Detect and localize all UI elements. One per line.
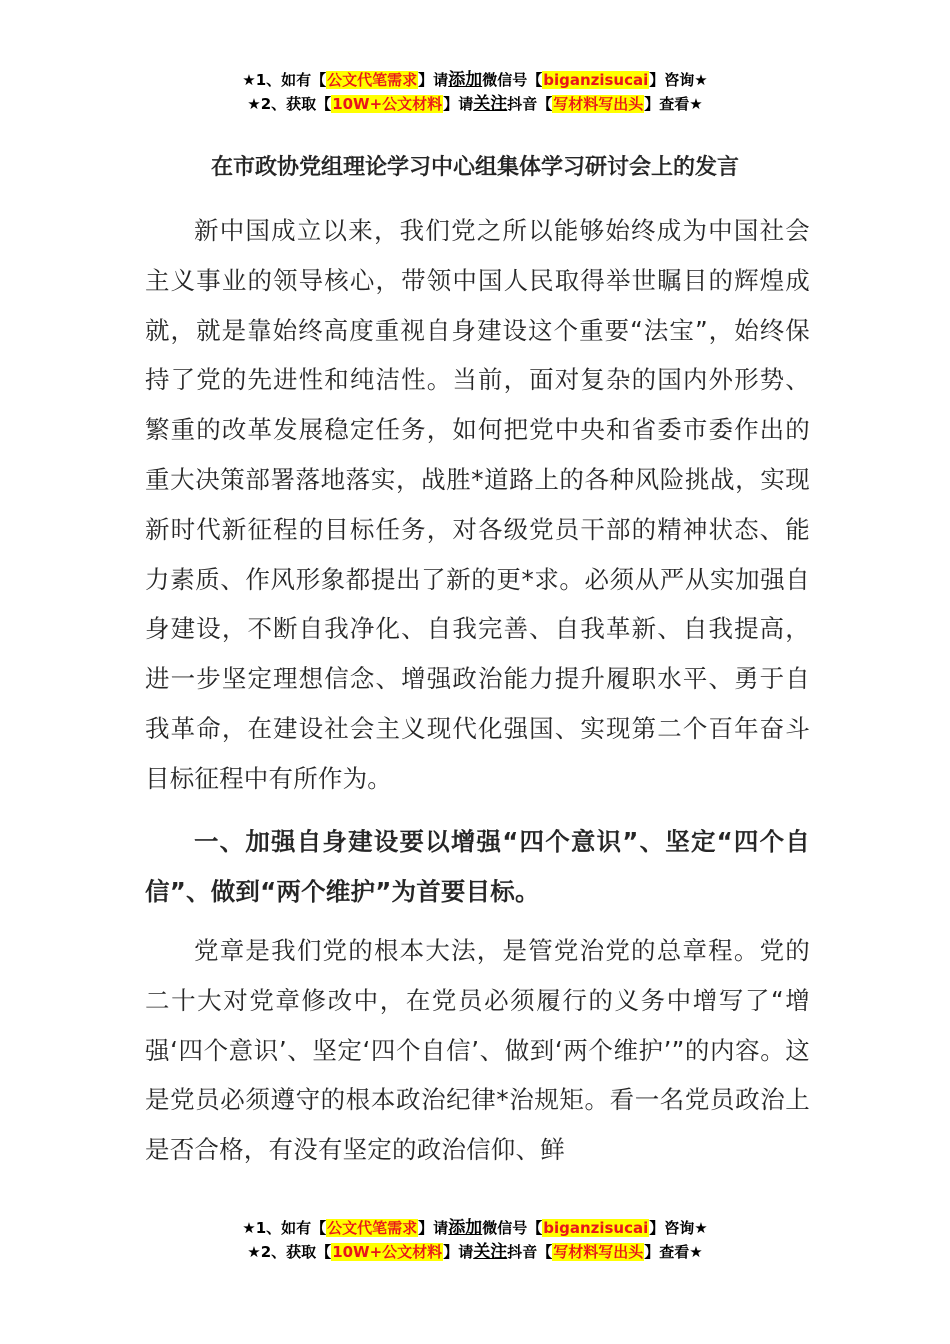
highlight-wechat-id: biganzisucai: [543, 1219, 649, 1237]
highlight-douyin-account: 写材料写出头: [553, 1243, 644, 1261]
highlight-douyin-account: 写材料写出头: [553, 95, 644, 113]
highlight-ghostwriting: 公文代笔需求: [327, 71, 418, 89]
promo-line-1: ★1、如有【公文代笔需求】请添加微信号【biganzisucai】咨询★: [242, 70, 708, 90]
body-paragraph-1: [145, 206, 810, 804]
paragraph-text: 新中国成立以来，我们党之所以能够始终成为中国社会主义事业的领导核心，带领中国人民取得举世瞩目的辉煌成就，就是靠始终高度重视自身建设这个重要“法宝”，始终保持了党的先进性和纯洁性。当前，面对复杂的国内外形势、繁重的改革发展稳定任务，如何把党中央和省委市委作出的重大决策部署落地落实，战胜*道路上的各种风险挑战，实现新时代新征程的目标任务，对各级党员干部的精神状态、能力素质、作风形象都提出了新的更*求。必须从严从实加强自身建设，不断自我净化、自我完善、自我革新、自我提高，进一步坚定理想信念、增强政治能力提升履职水平、勇于自我革命，在建设社会主义现代化强国、实现第二个百年奋斗目标征程中有所作为。: [145, 216, 810, 793]
body-paragraph-2: [145, 926, 810, 1175]
highlight-materials: 10W+公文材料: [332, 1243, 443, 1261]
promo-banner-bottom: [0, 1216, 950, 1264]
promo-line-1: ★1、如有【公文代笔需求】请添加微信号【biganzisucai】咨询★: [242, 1218, 708, 1238]
section-heading-1: [145, 817, 810, 917]
highlight-materials: 10W+公文材料: [332, 95, 443, 113]
highlight-wechat-id: biganzisucai: [543, 71, 649, 89]
document-title: 在市政协党组理论学习中心组集体学习研讨会上的发言: [210, 155, 739, 180]
paragraph-text: 党章是我们党的根本大法，是管党治党的总章程。党的二十大对党章修改中，在党员必须履行的义务中增写了“增强‘四个意识’、坚定‘四个自信’、做到‘两个维护’”的内容。这是党员必须遵守的根本政治纪律*治规矩。看一名党员政治上是否合格，有没有坚定的政治信仰、鲜: [145, 936, 810, 1165]
promo-line-2: ★2、获取【10W+公文材料】请关注抖音【写材料写出头】查看★: [247, 1242, 703, 1262]
promo-line-2: ★2、获取【10W+公文材料】请关注抖音【写材料写出头】查看★: [247, 94, 703, 114]
promo-banner-top: [0, 68, 950, 116]
heading-text: 一、加强自身建设要以增强“四个意识”、坚定“四个自信”、做到“两个维护”为首要目标。: [145, 827, 810, 906]
highlight-ghostwriting: 公文代笔需求: [327, 1219, 418, 1237]
